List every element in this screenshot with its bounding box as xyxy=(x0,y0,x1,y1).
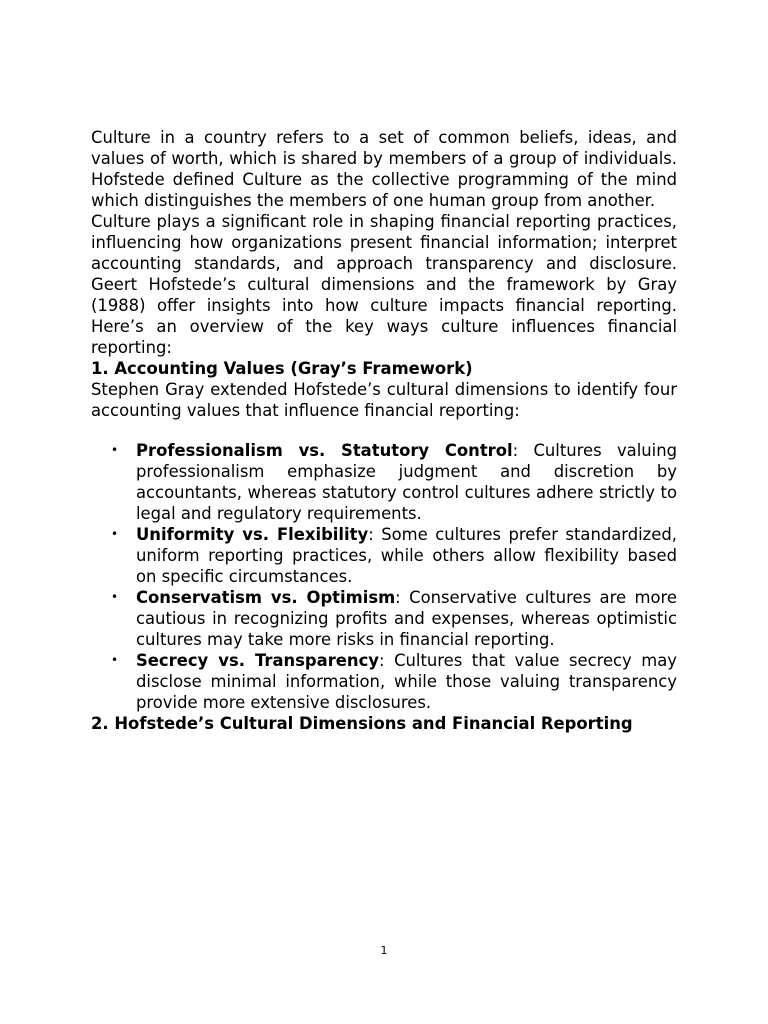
section-heading-hofstede-dimensions: 2. Hofstede’s Cultural Dimensions and Financial Reporting xyxy=(91,714,633,733)
list-item-term: Uniformity vs. Flexibility xyxy=(136,525,369,544)
list-item-description: : Cultures that value secrecy may disclose minimal information, while those valuing transparency provide more extensive disclosures. xyxy=(136,651,678,712)
paragraph-gray-intro: Stephen Gray extended Hofstede’s cultural dimensions to identify four accounting values that influence financial reporting: xyxy=(91,380,677,420)
list-item-uniformity xyxy=(91,524,677,587)
accounting-values-list xyxy=(91,440,677,713)
list-item-term: Professionalism vs. Statutory Control xyxy=(136,441,513,460)
page-number: 1 xyxy=(380,944,388,957)
list-item-secrecy xyxy=(91,650,677,713)
list-item-term: Secrecy vs. Transparency xyxy=(136,651,379,670)
paragraph-culture-definition: Culture in a country refers to a set of common beliefs, ideas, and values of worth, which is shared by members of a group of individuals. Hofstede defined Culture as the collective programming of the mind which distinguishes the members of one human group from another. xyxy=(91,128,677,210)
list-item-conservatism xyxy=(91,587,677,650)
bullet-icon: • xyxy=(111,527,119,541)
list-item-description: : Cultures valuing professionalism emphasize judgment and discretion by accountants, whereas statutory control cultures adhere strictly to legal and regulatory requirements. xyxy=(136,441,677,523)
paragraph-culture-role: Culture plays a significant role in shaping financial reporting practices, influencing how organizations present financial information; interpret accounting standards, and approach transparency and disclosure. Geert Hofstede’s cultural dimensions and the framework by Gray (1988) offer insights into how culture impacts financial reporting. Here’s an overview of the key ways culture influences financial reporting: xyxy=(91,212,677,357)
list-item-description: : Conservative cultures are more cautious in recognizing profits and expenses, whereas optimistic cultures may take more risks in financial reporting. xyxy=(136,588,677,649)
section-heading-accounting-values: 1. Accounting Values (Gray’s Framework) xyxy=(91,359,473,378)
list-item-term: Conservatism vs. Optimism xyxy=(136,588,396,607)
bullet-icon: • xyxy=(111,653,119,667)
page-content xyxy=(91,127,677,734)
list-item-description: : Some cultures prefer standardized, uniform reporting practices, while others allow flexibility based on specific circumstances. xyxy=(136,525,677,586)
bullet-icon: • xyxy=(111,443,119,457)
list-item-professionalism xyxy=(91,440,677,524)
bullet-icon: • xyxy=(111,590,119,604)
